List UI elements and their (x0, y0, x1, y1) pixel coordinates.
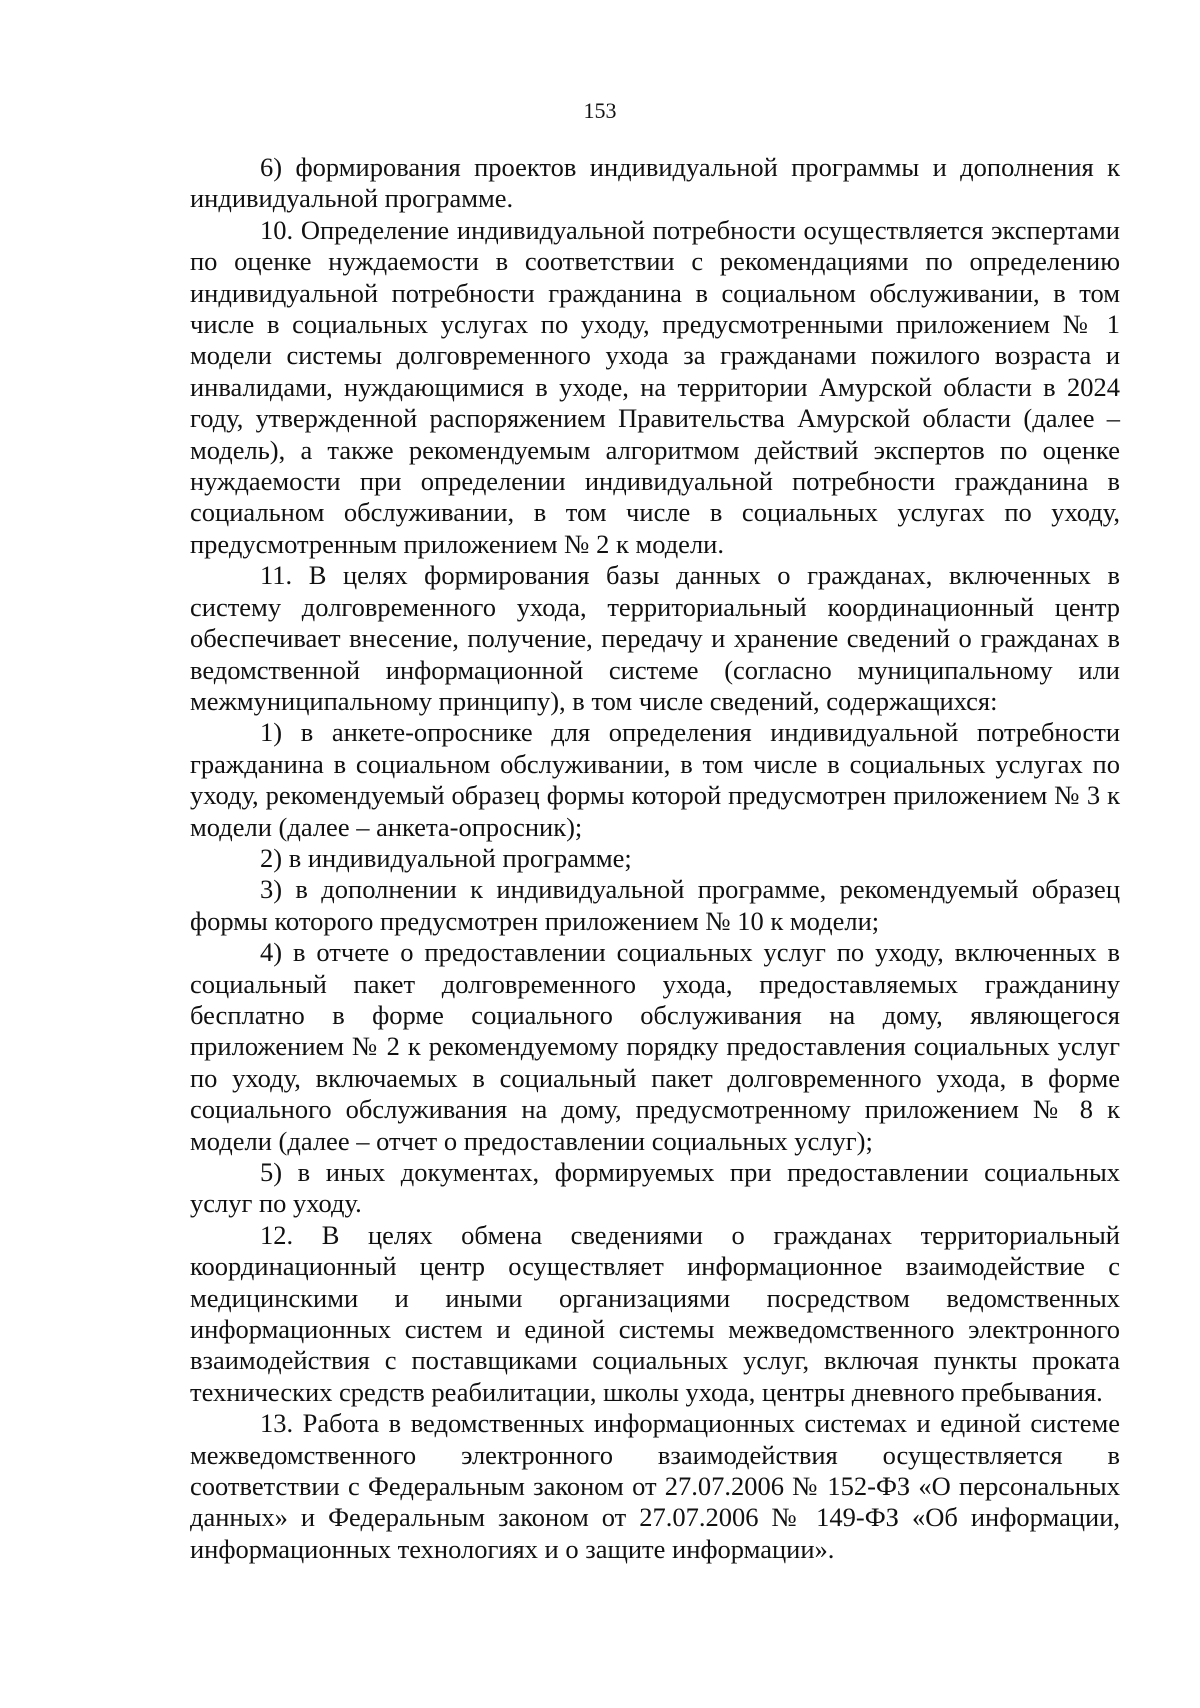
list-item-6: 6) формирования проектов индивидуальной программы и дополнения к индивидуальной программе. (190, 152, 1120, 214)
document-body (190, 152, 1120, 1565)
paragraph-12: 12. В целях обмена сведениями о гражданах территориальный координационный центр осуществляет информационное взаимодействие с медицинскими и иными организациями посредством ведомственных информационных систем и единой системы межведомственного электронного взаимодействия с поставщиками социальных услуг, включая пункты проката технических средств реабилитации, школы ухода, центры дневного пребывания. (190, 1219, 1120, 1407)
paragraph-10: 10. Определение индивидуальной потребности осуществляется экспертами по оценке нуждаемости в соответствии с рекомендациями по определению индивидуальной потребности гражданина в социальном обслуживании, в том числе в социальных услугах по уходу, предусмотренными приложением № 1 модели системы долговременного ухода за гражданами пожилого возраста и инвалидами, нуждающимися в уходе, на территории Амурской области в 2024 году, утвержденной распоряжением Правительства Амурской области (далее – модель), а также рекомендуемым алгоритмом действий экспертов по оценке нуждаемости при определении индивидуальной потребности гражданина в социальном обслуживании, в том числе в социальных услугах по уходу, предусмотренным приложением № 2 к модели. (190, 214, 1120, 559)
page-number: 153 (583, 98, 617, 123)
list-item-2: 2) в индивидуальной программе; (260, 842, 632, 873)
paragraph-13: 13. Работа в ведомственных информационных системах и единой системе межведомственного электронного взаимодействия осуществляется в соответствии с Федеральным законом от 27.07.2006 № 152-ФЗ «О персональных данных» и Федеральным законом от 27.07.2006 № 149-ФЗ «Об информации, информационных технологиях и о защите информации». (190, 1408, 1120, 1564)
list-item-5: 5) в иных документах, формируемых при предоставлении социальных услуг по уходу. (190, 1157, 1120, 1219)
list-item-1: 1) в анкете-опроснике для определения индивидуальной потребности гражданина в социальном обслуживании, в том числе в социальных услугах по уходу, рекомендуемый образец формы которой предусмотрен приложением № 3 к модели (далее – анкета-опросник); (190, 717, 1120, 842)
list-item-4: 4) в отчете о предоставлении социальных услуг по уходу, включенных в социальный пакет долговременного ухода, предоставляемых гражданину бесплатно в форме социального обслуживания на дому, являющегося приложением № 2 к рекомендуемому порядку предоставления социальных услуг по уходу, включаемых в социальный пакет долговременного ухода, в форме социального обслуживания на дому, предусмотренному приложением № 8 к модели (далее – отчет о предоставлении социальных услуг); (190, 937, 1120, 1156)
list-item-3: 3) в дополнении к индивидуальной программе, рекомендуемый образец формы которого предусмотрен приложением № 10 к модели; (190, 874, 1120, 936)
paragraph-11: 11. В целях формирования базы данных о гражданах, включенных в систему долговременного ухода, территориальный координационный центр обеспечивает внесение, получение, передачу и хранение сведений о гражданах в ведомственной информационной системе (согласно муниципальному или межмуниципальному принципу), в том числе сведений, содержащихся: (190, 560, 1120, 716)
